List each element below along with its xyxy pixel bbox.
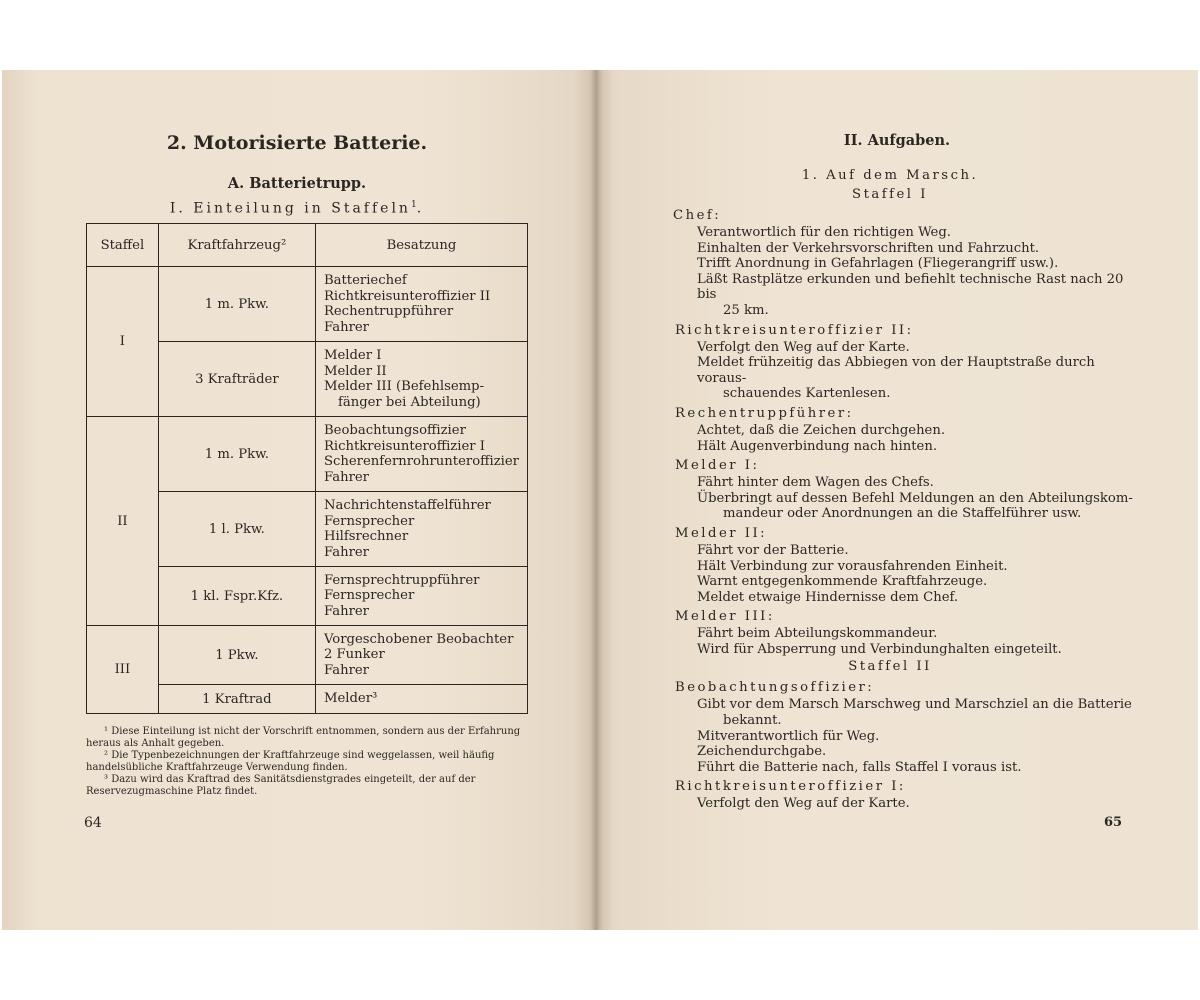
book-gutter [590, 70, 602, 930]
role-richtkreis-ii: Richtkreisunteroffizier II: [675, 322, 914, 338]
crew-cell [315, 626, 527, 685]
book-spread [0, 70, 1200, 930]
task-line: Meldet frühzeitig das Abbiegen von der Hauptstraße durch voraus- [697, 355, 1095, 386]
task-line: schauendes Kartenlesen. [723, 386, 891, 402]
crew-line: Scherenfernrohrunteroffizier [323, 454, 519, 469]
march-subheading: 1. Auf dem Marsch. [801, 168, 979, 183]
task-line: Meldet etwaige Hindernisse dem Chef. [697, 589, 959, 605]
task-line: Verfolgt den Weg auf der Karte. [697, 339, 910, 355]
crew-cell [315, 567, 527, 626]
footnote-ref: 1 [410, 200, 417, 210]
role-beobachtungsoffizier: Beobachtungsoffizier: [675, 680, 875, 696]
crew-line: Melder III (Befehlsemp- [323, 379, 485, 394]
task-line: mandeur oder Anordnungen an die Staffelführer usw. [723, 506, 1082, 522]
table-row [87, 417, 528, 492]
task-line: Verantwortlich für den richtigen Weg. [697, 225, 951, 240]
role-melder-iii: Melder III: [675, 609, 775, 625]
section-title: 2. Motorisierte Batterie. [166, 132, 428, 154]
crew-line: Melder I [323, 348, 382, 363]
page-number-left: 64 [84, 815, 102, 831]
task-line: Achtet, daß die Zeichen durchgehen. [697, 422, 946, 438]
task-line: Fährt vor der Batterie. [697, 542, 849, 558]
staffel-ii-heading: Staffel II [848, 659, 932, 675]
task-line: Fährt beim Abteilungskommandeur. [697, 626, 938, 642]
crew-cell [315, 492, 527, 567]
crew-line: Batteriechef [323, 273, 407, 288]
task-line: Einhalten der Verkehrsvorschriften und Fahrzucht. [697, 240, 1040, 256]
crew-line: Fahrer [323, 662, 369, 678]
staffel-cell: II [87, 417, 159, 626]
footnotes [86, 726, 532, 798]
vehicle-cell: 3 Krafträder [158, 342, 315, 417]
subsection-title: A. Batterietrupp. [227, 175, 367, 192]
crew-line: Nachrichtenstaffelführer [323, 498, 491, 513]
vehicle-cell: 1 Pkw. [158, 626, 315, 685]
header-besatzung: Besatzung [315, 224, 527, 267]
einteilung-end: . [416, 200, 425, 217]
vehicle-cell: 1 kl. Fspr.Kfz. [158, 567, 315, 626]
footnote: ¹ Diese Einteilung ist nicht der Vorschrift entnommen, sondern aus der Erfahrung heraus als Anhalt gegeben. [86, 726, 521, 749]
vehicle-cell: 1 l. Pkw. [158, 492, 315, 567]
task-line: Hält Verbindung zur vorausfahrenden Einheit. [697, 558, 1008, 574]
crew-line: Richtkreisunteroffizier I [323, 438, 485, 454]
crew-line: Melder II [323, 363, 387, 379]
task-line: bekannt. [723, 713, 782, 729]
vehicle-cell: 1 m. Pkw. [158, 417, 315, 492]
vehicle-cell: 1 m. Pkw. [158, 267, 315, 342]
crew-line: Vorgeschobener Beobachter [323, 631, 514, 647]
crew-line: Rechentruppführer [323, 304, 454, 319]
role-melder-ii: Melder II: [675, 525, 768, 541]
task-line: Wird für Absperrung und Verbindunghalten eingeteilt. [697, 641, 1062, 657]
staffel-table [86, 223, 528, 714]
table-row [87, 626, 528, 685]
crew-cell [315, 685, 527, 714]
footnote: ² Die Typenbezeichnungen der Kraftfahrzeuge sind weggelassen, weil häufig handelsübliche Kraftfahrzeuge Verwendung finden. [86, 750, 495, 773]
einteilung-heading [0, 200, 594, 217]
footnote: ³ Dazu wird das Kraftrad des Sanitätsdienstgrades eingeteilt, der auf der Reservezugmaschine Platz findet. [86, 774, 476, 797]
crew-line: Melder³ [323, 691, 378, 707]
role-melder-i: Melder I: [675, 458, 760, 474]
crew-line: Fahrer [323, 544, 369, 560]
crew-cell [315, 342, 527, 417]
aufgaben-heading: II. Aufgaben. [843, 132, 951, 149]
page-number-right: 65 [1104, 815, 1123, 830]
crew-cell [315, 267, 527, 342]
crew-line: Hilfsrechner [323, 529, 409, 544]
header-staffel: Staffel [87, 224, 159, 267]
crew-line: Fernsprechtruppführer [323, 572, 480, 588]
task-line: Trifft Anordnung in Gefahrlagen (Fliegerangriff usw.). [697, 256, 1059, 272]
role-chef: Chef: [673, 208, 722, 223]
task-line: Gibt vor dem Marsch Marschweg und Marschziel an die Batterie [697, 697, 1132, 713]
crew-line: Fahrer [323, 319, 369, 335]
table-header-row [87, 224, 528, 267]
einteilung-text: I. Einteilung in Staffeln [169, 200, 411, 217]
task-line: Warnt entgegenkommende Kraftfahrzeuge. [697, 574, 988, 590]
task-line: Zeichendurchgabe. [697, 744, 827, 760]
staffel-cell: III [87, 626, 159, 714]
role-richtkreis-i: Richtkreisunteroffizier I: [675, 779, 906, 795]
task-line: Verfolgt den Weg auf der Karte. [697, 796, 910, 812]
task-line: 25 km. [723, 302, 769, 318]
crew-line: Richtkreisunteroffizier II [323, 288, 491, 304]
task-line: Überbringt auf dessen Befehl Meldungen an den Abteilungskom- [697, 490, 1133, 506]
table-row [87, 267, 528, 342]
task-line: Fährt hinter dem Wagen des Chefs. [697, 475, 934, 491]
staffel-i-heading: Staffel I [852, 187, 928, 202]
crew-line: Fernsprecher [323, 513, 415, 529]
staffel-cell: I [87, 267, 159, 417]
crew-line: Fahrer [323, 603, 369, 619]
task-line: Hält Augenverbindung nach hinten. [697, 438, 938, 454]
crew-line: Beobachtungsoffizier [323, 423, 466, 438]
crew-cell [315, 417, 527, 492]
crew-line: Fahrer [323, 469, 369, 485]
header-kraftfahrzeug: Kraftfahrzeug² [158, 224, 315, 267]
task-line: Führt die Batterie nach, falls Staffel I voraus ist. [697, 759, 1022, 775]
role-rechentrupp: Rechentruppführer: [675, 405, 854, 421]
task-line: Läßt Rastplätze erkunden und befiehlt technische Rast nach 20 bis [697, 271, 1124, 303]
crew-line: fänger bei Abteilung) [337, 394, 481, 410]
task-line: Mitverantwortlich für Weg. [697, 728, 880, 744]
vehicle-cell: 1 Kraftrad [158, 685, 315, 714]
aufgaben-body [675, 166, 1135, 812]
crew-line: 2 Funker [323, 647, 385, 663]
crew-line: Fernsprecher [323, 588, 415, 604]
